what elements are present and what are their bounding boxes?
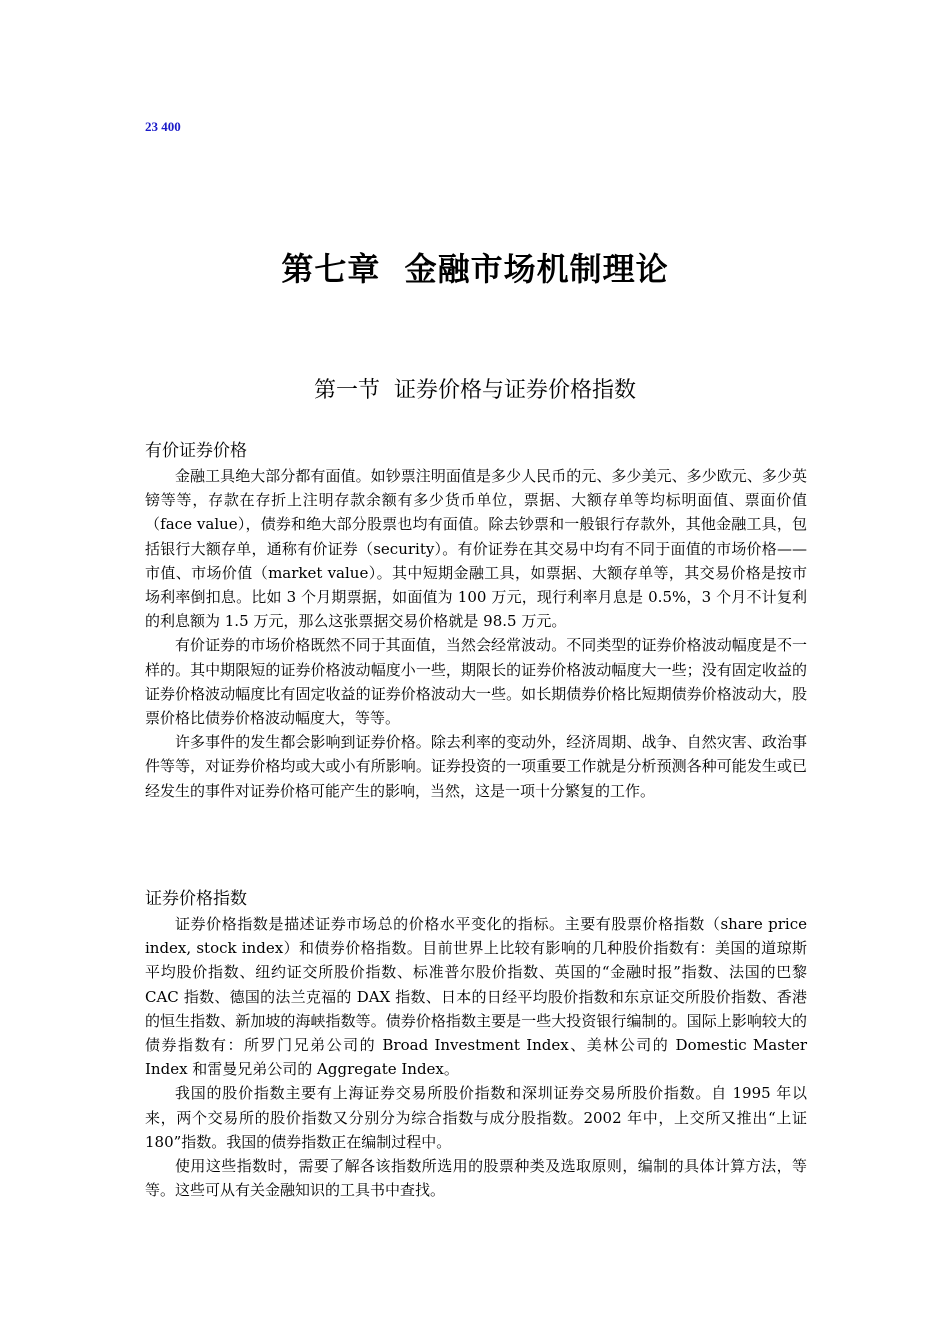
paragraph: 我国的股价指数主要有上海证券交易所股价指数和深圳证券交易所股价指数。自 1995 年以来，两个交易所的股价指数又分别分为综合指数与成分股指数。2002 年中，上交所又推出“上证 180”指数。我国的债券指数正在编制过程中。 [145,1084,807,1151]
part-securities-price [145,438,807,803]
paragraph: 许多事件的发生都会影响到证券价格。除去利率的变动外，经济周期、战争、自然灾害、政治事件等等，对证券价格均或大或小有所影响。证券投资的一项重要工作就是分析预测各种可能发生或已经发生的事件对证券价格可能产生的影响，当然，这是一项十分繁复的工作。 [145,733,807,800]
part-price-index [145,886,807,1202]
paragraph: 有价证券的市场价格既然不同于其面值，当然会经常波动。不同类型的证券价格波动幅度是不一样的。其中期限短的证券价格波动幅度小一些，期限长的证券价格波动幅度大一些；没有固定收益的证券价格波动幅度比有固定收益的证券价格波动大一些。如长期债券价格比短期债券价格波动大，股票价格比债券价格波动幅度大，等等。 [145,636,807,728]
paragraph: 证券价格指数是描述证券市场总的价格水平变化的指标。主要有股票价格指数（share price index, stock index）和债券价格指数。目前世界上比较有影响的几种股价指数有：美国的道琼斯平均股价指数、纽约证交所股价指数、标准普尔股价指数、英国的“金融时报”指数、法国的巴黎 CAC 指数、德国的法兰克福的 DAX 指数、日本的日经平均股价指数和东京证交所股价指数、香港的恒生指数、新加坡的海峡指数等。债券价格指数主要是一些大投资银行编制的。国际上影响较大的债券指数有：所罗门兄弟公司的 Broad Investment Index、美林公司的 Domestic Master Index 和雷曼兄弟公司的 Aggregate Index。 [145,915,807,1079]
page-number: 23 400 [145,119,181,134]
subheading-securities-price: 有价证券价格 [145,441,247,461]
subheading-price-index: 证券价格指数 [145,889,247,909]
paragraph: 使用这些指数时，需要了解各该指数所选用的股票种类及选取原则，编制的具体计算方法，等等。这些可从有关金融知识的工具书中查找。 [145,1157,807,1200]
paragraph: 金融工具绝大部分都有面值。如钞票注明面值是多少人民币的元、多少美元、多少欧元、多少英镑等等，存款在存折上注明存款余额有多少货币单位，票据、大额存单等均标明面值、票面价值（face value），债券和绝大部分股票也均有面值。除去钞票和一般银行存款外，其他金融工具，包括银行大额存单，通称有价证券（security）。有价证券在其交易中均有不同于面值的市场价格——市值、市场价值（market value）。其中短期金融工具，如票据、大额存单等，其交易价格是按市场利率倒扣息。比如 3 个月期票据，如面值为 100 万元，现行利率月息是 0.5%，3 个月不计复利的利息额为 1.5 万元，那么这张票据交易价格就是 98.5 万元。 [145,467,807,631]
section-title: 第一节 证券价格与证券价格指数 [314,378,636,403]
chapter-title: 第七章 金融市场机制理论 [281,250,669,288]
